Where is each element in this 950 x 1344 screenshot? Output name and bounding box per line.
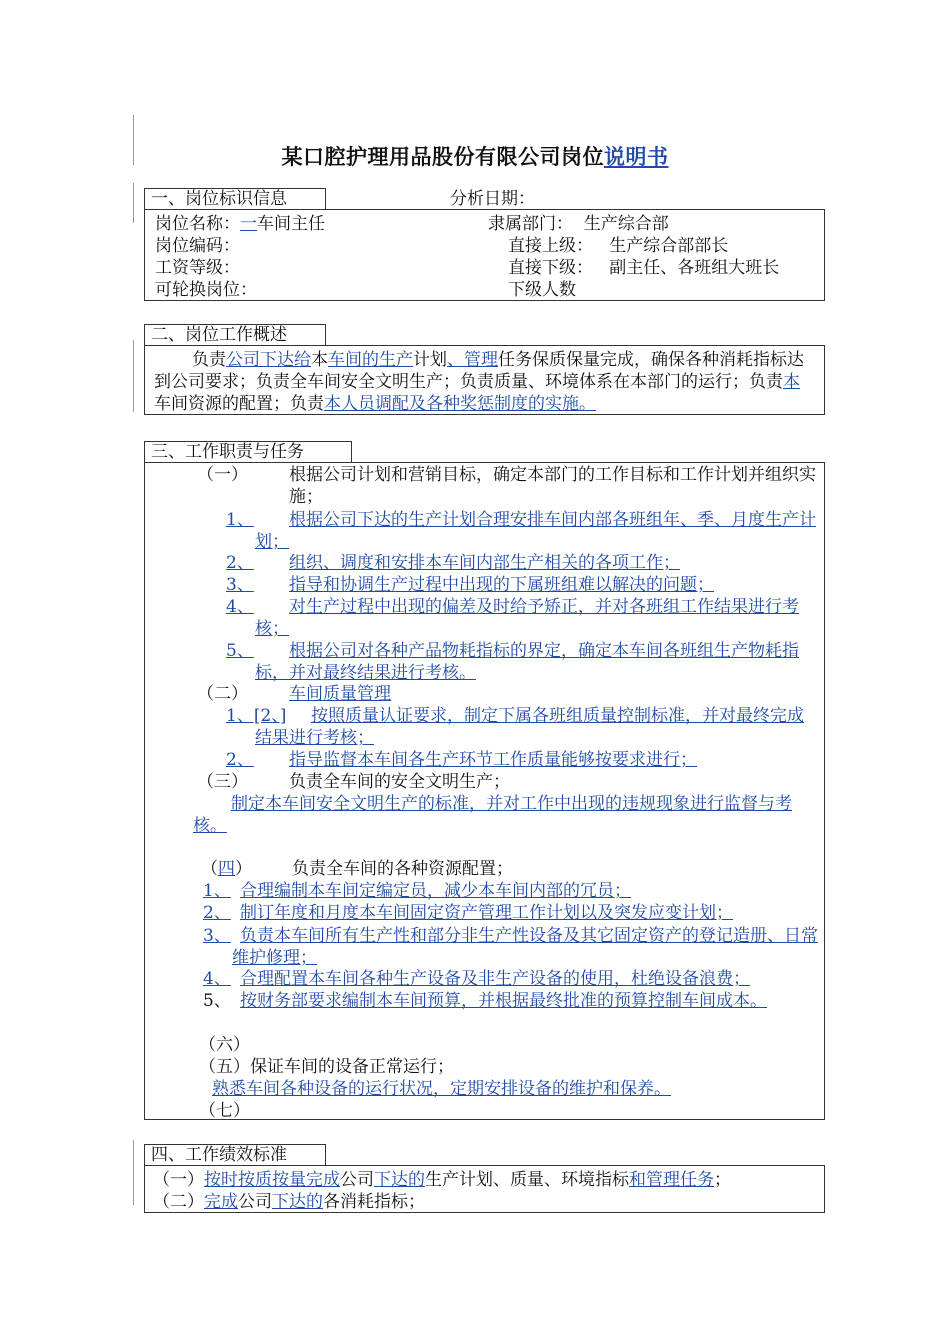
margin-line [133, 340, 134, 412]
overview-paragraph: 负责公司下达给本车间的生产计划、管理任务保质保量完成，确保各种消耗指标达到公司要求；负责全车间安全文明生产；负责质量、环境体系在本部门的运行；负责本车间资源的配置；负责本人员调配及各种奖惩制度的实施。 [154, 350, 804, 414]
post-info-left: 岗位编码： [155, 236, 240, 256]
duty-item-num: 1、 [226, 510, 254, 530]
duty-group-text: （五）保证车间的设备正常运行； [199, 1057, 454, 1077]
analysis-date-label: 分析日期： [450, 189, 535, 209]
section-heading-2: 二、岗位工作概述 [144, 324, 326, 345]
duty-item-num: 2、 [226, 553, 254, 573]
duty-group-text: 根据公司计划和营销目标，确定本部门的工作目标和工作计划并组织实施； [289, 465, 816, 507]
duty-item-text[interactable]: 根据公司下达的生产计划合理安排车间内部各班组年、季、月度生产计划； [255, 510, 816, 552]
duty-item-text[interactable]: 负责本车间所有生产性和部分非生产性设备及其它固定资产的登记造册、日常维护修理； [232, 926, 818, 968]
performance-row: （二）完成公司下达的各消耗指标； [153, 1192, 425, 1212]
performance-row: （一）按时按质按量完成公司下达的生产计划、质量、环境指标和管理任务； [153, 1170, 731, 1190]
section-heading-4: 四、工作绩效标准 [144, 1144, 326, 1165]
title-link[interactable]: 说明书 [604, 145, 669, 169]
duty-item-num: 2、 [203, 903, 231, 923]
duty-group-num: （六） [199, 1035, 250, 1055]
margin-line [133, 183, 134, 223]
duty-group-num: （七） [199, 1101, 250, 1121]
duty-item-num: 1、 [203, 881, 231, 901]
duty-item-text[interactable]: 按财务部要求编制本车间预算，并根据最终批准的预算控制车间成本。 [240, 991, 767, 1011]
duty-item-text[interactable]: 根据公司对各种产品物耗指标的界定，确定本车间各班组生产物耗指标，并对最终结果进行考核。 [255, 641, 799, 683]
duty-group-num: （二） [197, 684, 248, 704]
duty-item-num: 3、 [226, 575, 254, 595]
duty-item-text[interactable]: 合理编制本车间定编定员，减少本车间内部的冗员； [240, 881, 631, 901]
post-name-value: 车间主任 [257, 214, 325, 234]
post-info-left: 工资等级： [155, 258, 240, 278]
duty-item-num: 5、 [203, 991, 231, 1011]
duty-item-num: 3、 [203, 926, 231, 946]
post-info-right: 下级人数 [508, 280, 576, 300]
duty-item-text[interactable]: 组织、调度和安排本车间内部生产相关的各项工作； [289, 553, 680, 573]
page-title [0, 141, 950, 171]
duty-group-num: （三） [197, 772, 248, 792]
post-info-left: 岗位名称：一车间主任 [155, 214, 325, 234]
post-info-right: 隶属部门： 生产综合部 [488, 214, 669, 234]
section-heading-3: 三、工作职责与任务 [144, 441, 352, 462]
safety-text[interactable]: 制定本车间安全文明生产的标准，并对工作中出现的违规现象进行监督与考核。 [193, 794, 792, 836]
duty-item-text[interactable]: 指导监督本车间各生产环节工作质量能够按要求进行； [289, 750, 697, 770]
post-info-right: 直接上级： 生产综合部部长 [508, 236, 729, 256]
duty-item-num: 2、 [226, 750, 254, 770]
duty-item-text[interactable]: 制订年度和月度本车间固定资产管理工作计划以及突发应变计划； [240, 903, 733, 923]
duty-item-num: 4、 [203, 969, 231, 989]
duty-group-text[interactable]: 车间质量管理 [289, 684, 391, 704]
duty-group-num: （一） [197, 465, 248, 485]
margin-line [133, 1140, 134, 1205]
duty-item-text[interactable]: 指导和协调生产过程中出现的下属班组难以解决的问题； [289, 575, 714, 595]
duty-group-num: （四） [201, 859, 252, 879]
duty-item-num: 1、[2、] [226, 706, 287, 726]
duty-item-text[interactable]: 按照质量认证要求，制定下属各班组质量控制标准，并对最终完成结果进行考核； [255, 706, 804, 748]
duty-group-text: 负责全车间的安全文明生产； [289, 772, 510, 792]
post-name-link[interactable]: 一 [240, 214, 257, 234]
duty-group-text: 负责全车间的各种资源配置； [292, 859, 513, 879]
duty-item-text[interactable]: 对生产过程中出现的偏差及时给予矫正，并对各班组工作结果进行考核； [255, 597, 799, 639]
title-text: 某口腔护理用品股份有限公司岗位 [281, 145, 604, 169]
duty-item-num: 4、 [226, 597, 254, 617]
post-info-left: 可轮换岗位： [155, 280, 257, 300]
post-info-right: 直接下级： 副主任、各班组大班长 [508, 258, 780, 278]
equipment-text[interactable]: 熟悉车间各种设备的运行状况，定期安排设备的维护和保养。 [212, 1079, 671, 1099]
duty-item-num: 5、 [226, 641, 254, 661]
duty-item-text[interactable]: 合理配置本车间各种生产设备及非生产设备的使用，杜绝设备浪费； [240, 969, 750, 989]
section-heading-1: 一、岗位标识信息 [144, 188, 326, 209]
